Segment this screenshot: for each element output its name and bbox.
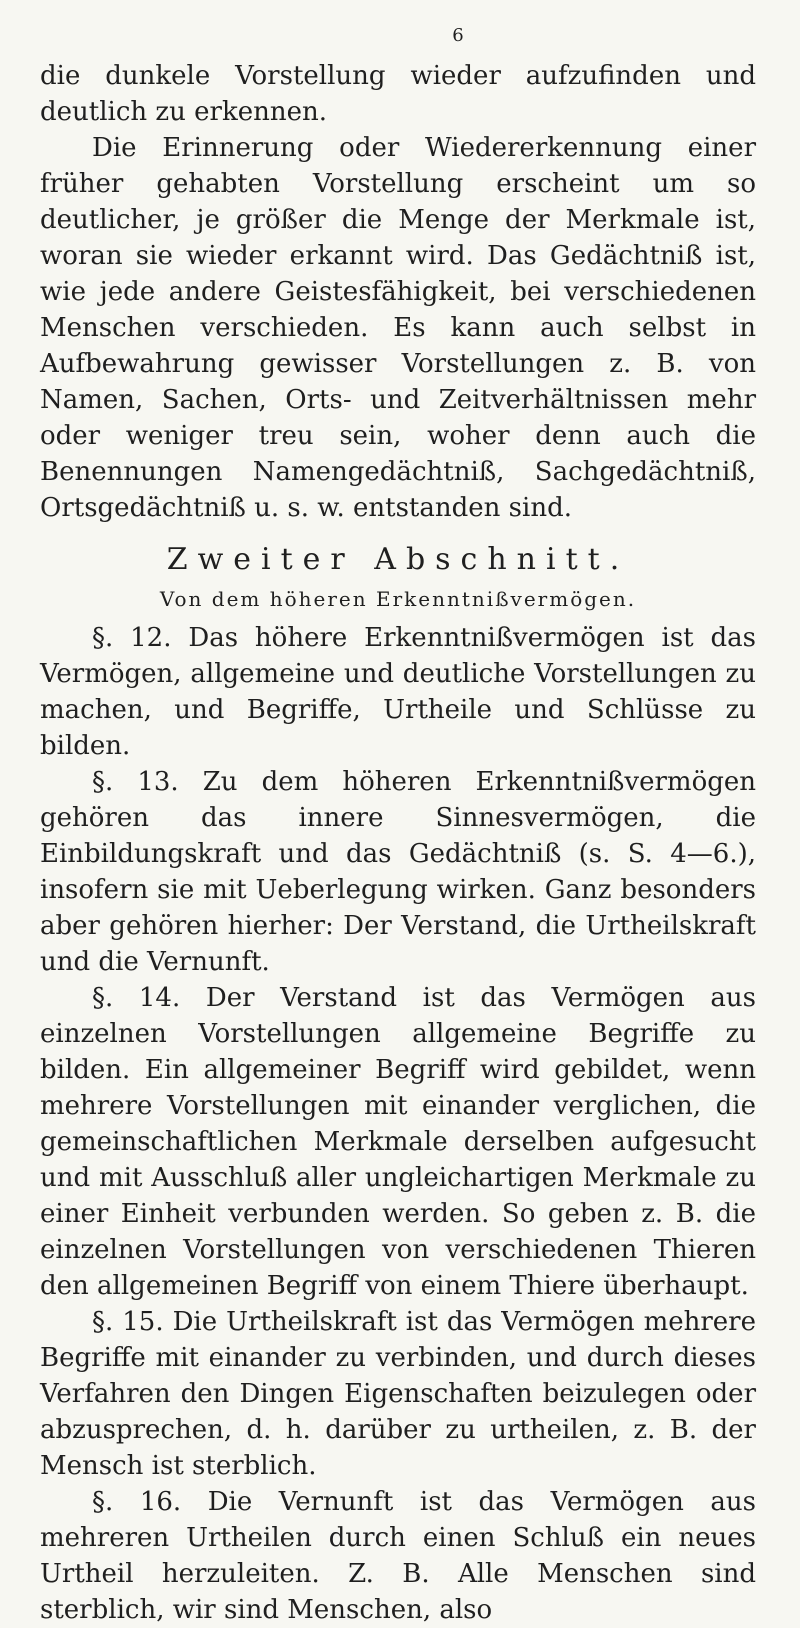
section-heading: Zweiter Abschnitt. [166, 542, 630, 577]
paragraph-14: §. 14. Der Verstand ist das Vermögen aus einzelnen Vorstellungen allgemeine Begriffe zu bilden. Ein allgemeiner Begriff wird gebildet, wenn mehrere Vorstellungen mit einander verglichen, die gemeinschaftlichen Merkmale derselben aufgesucht und mit Ausschluß aller ungleichartigen Merkmale zu einer Einheit verbunden werden. So geben z. B. die einzelnen Vorstellungen von verschiedenen Thieren den allgemeinen Begriff von einem Thiere überhaupt. [40, 983, 756, 1301]
paragraph-15: §. 15. Die Urtheilskraft ist das Vermögen mehrere Begriffe mit einander zu verbinden, und durch dieses Verfahren den Dingen Eigenschaften beizulegen oder abzusprechen, d. h. darüber zu urtheilen, z. B. der Mensch ist sterblich. [40, 1307, 756, 1481]
section-subtitle: Von dem höheren Erkenntnißvermögen. [159, 587, 637, 611]
page-number: 6 [452, 25, 464, 46]
intro-paragraph-memory: Die Erinnerung oder Wiedererkennung einer früher gehabten Vorstellung erscheint um so deutlicher, je größer die Menge der Merkmale ist, woran sie wieder erkannt wird. Das Gedächtniß ist, wie jede andere Geistesfähigkeit, bei verschiedenen Menschen verschieden. Es kann auch selbst in Aufbewahrung gewisser Vorstellungen z. B. von Namen, Sachen, Orts- und Zeitverhältnissen mehr oder weniger treu sein, woher denn auch die Benennungen Namengedächtniß, Sachgedächtniß, Ortsgedächtniß u. s. w. entstanden sind. [40, 133, 756, 523]
intro-paragraph-continuation: die dunkele Vorstellung wieder aufzufinden und deutlich zu erkennen. [40, 61, 756, 127]
paragraph-16: §. 16. Die Vernunft ist das Vermögen aus mehreren Urtheilen durch einen Schluß ein neues Urtheil herzuleiten. Z. B. Alle Menschen sind sterblich, wir sind Menschen, also [40, 1487, 756, 1625]
paragraph-12: §. 12. Das höhere Erkenntnißvermögen ist das Vermögen, allgemeine und deutliche Vorstellungen zu machen, und Begriffe, Urtheile und Schlüsse zu bilden. [40, 623, 756, 761]
paragraph-13: §. 13. Zu dem höheren Erkenntnißvermögen gehören das innere Sinnesvermögen, die Einbildungskraft und das Gedächtniß (s. S. 4—6.), insofern sie mit Ueberlegung wirken. Ganz besonders aber gehören hierher: Der Verstand, die Urtheilskraft und die Vernunft. [40, 767, 756, 977]
